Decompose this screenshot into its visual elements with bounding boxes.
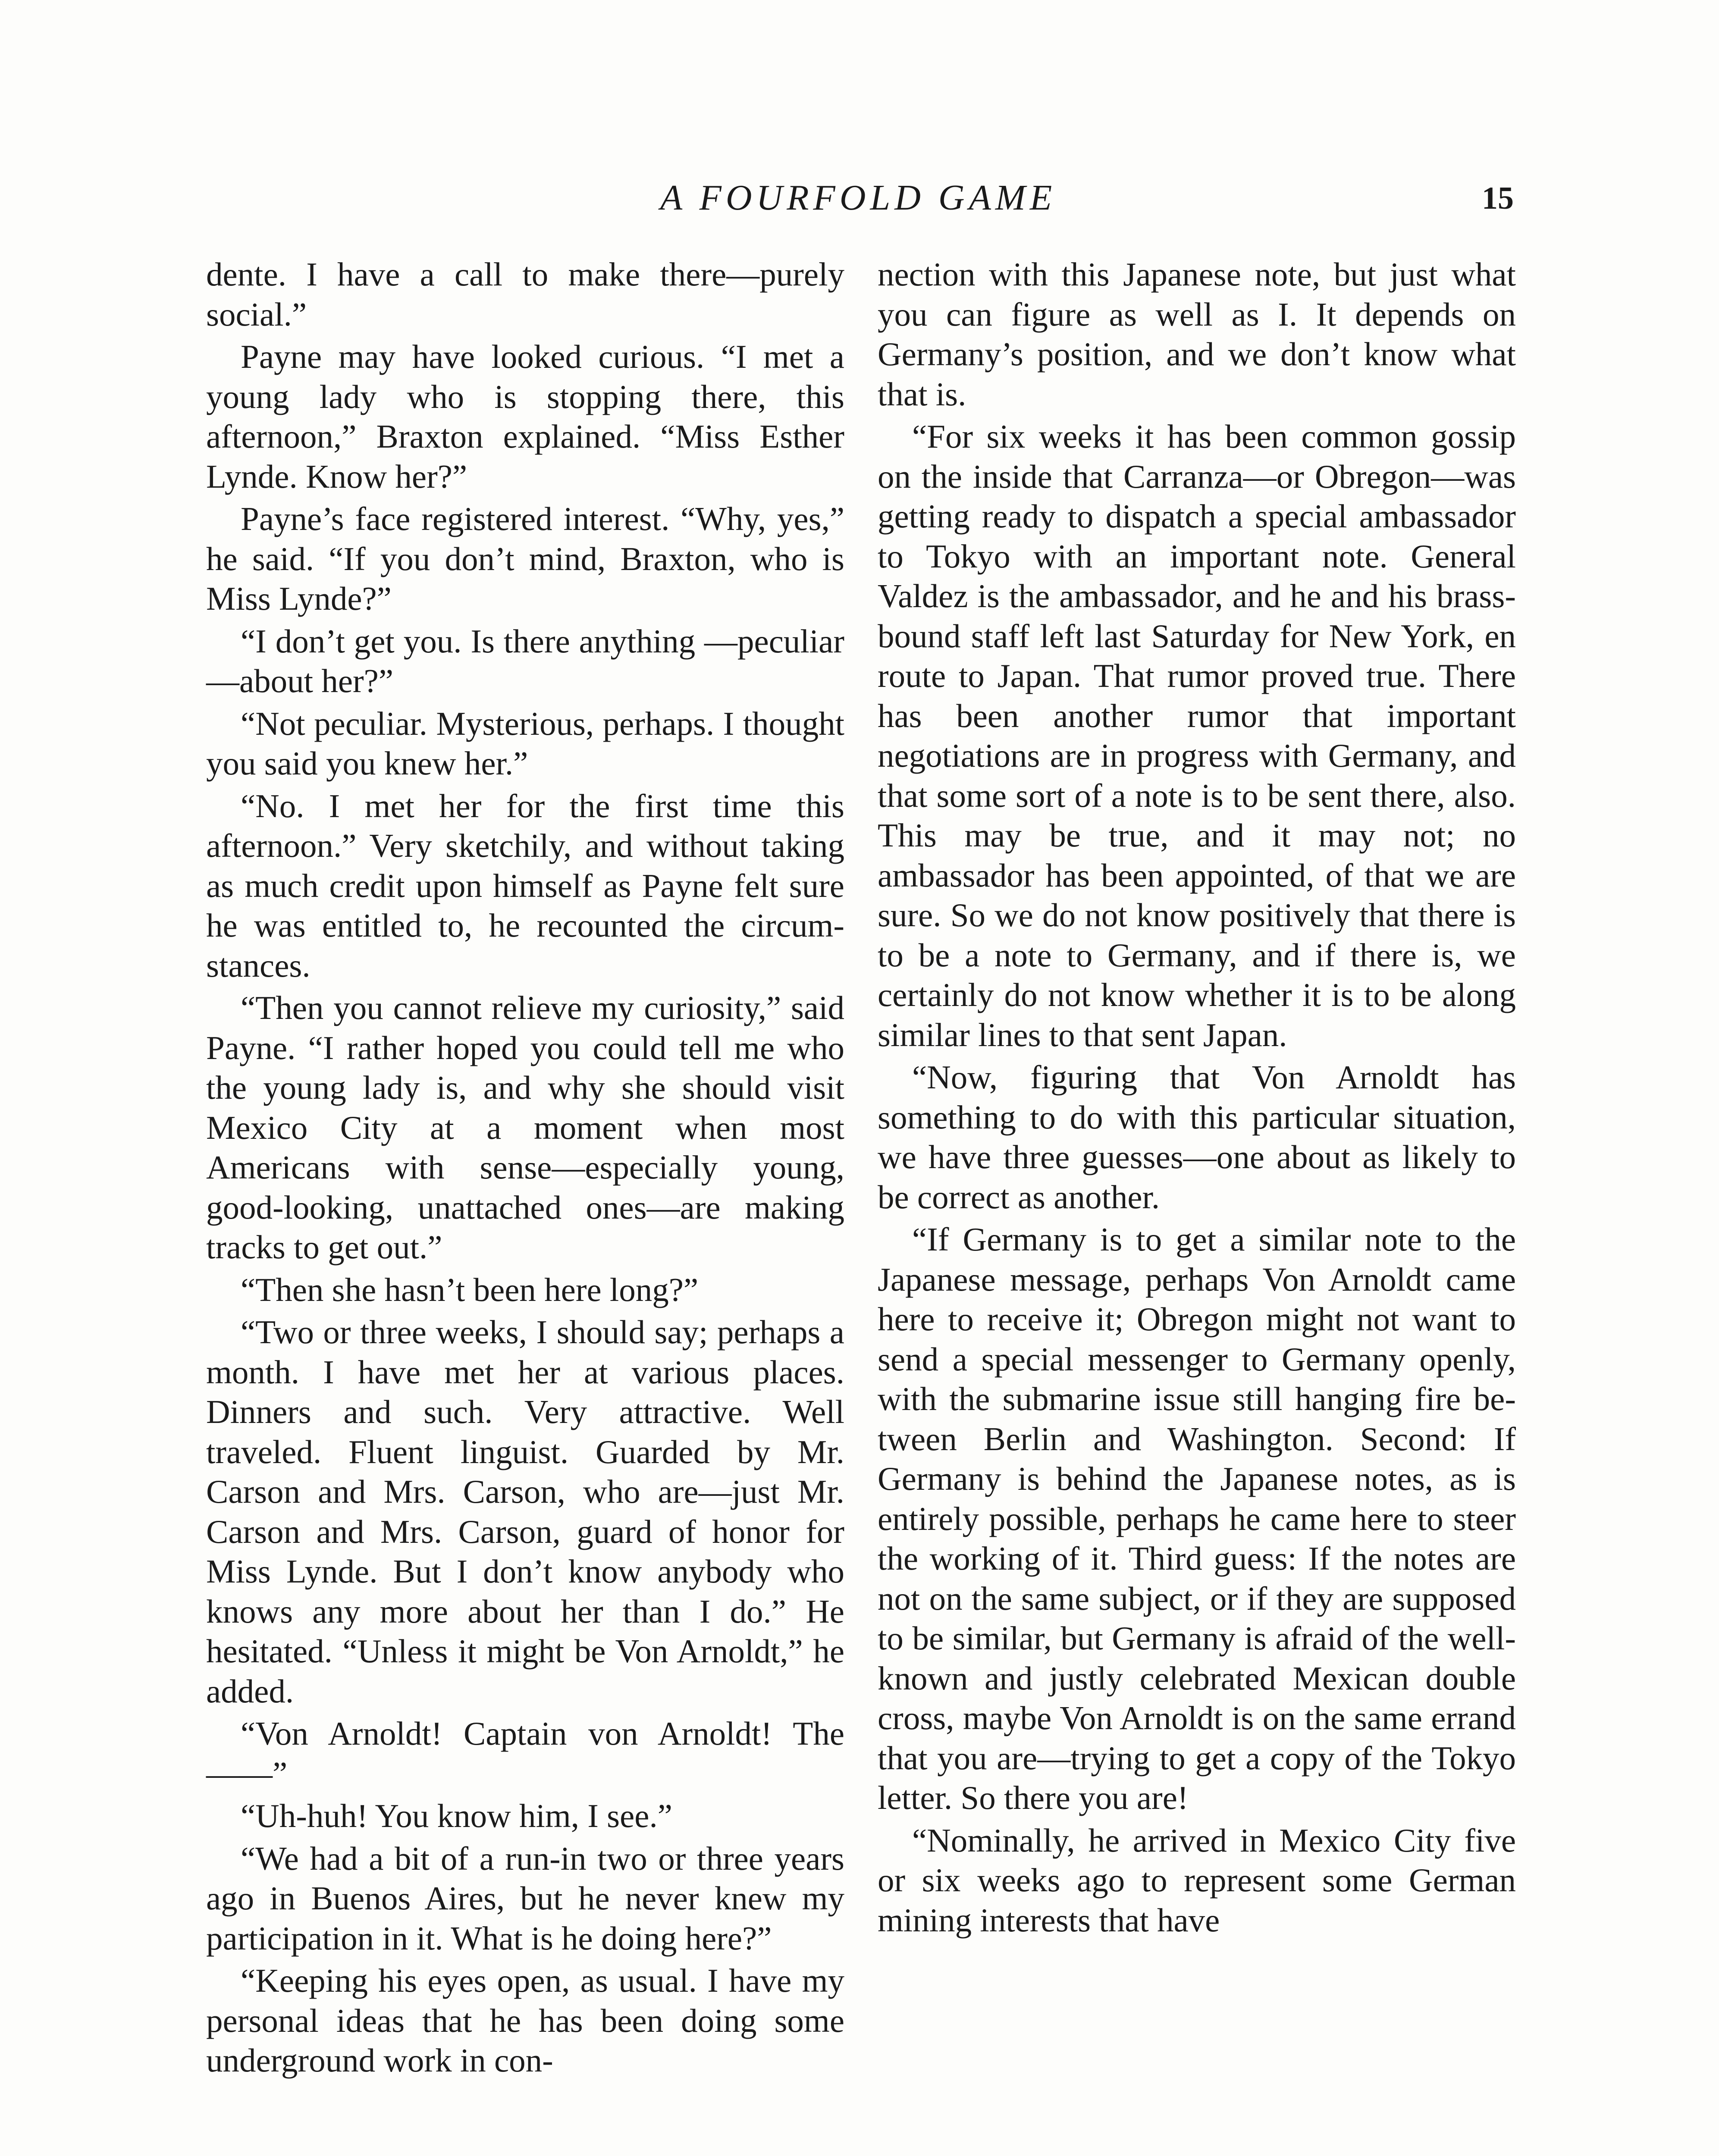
running-title: A FOURFOLD GAME <box>660 178 1057 218</box>
paragraph: nection with this Japanese note, but just what you can figure as well as I. It depends on Germany’s position, and we don’t know what that is. <box>878 256 1516 413</box>
paragraph: “If Germany is to get a similar note to the Japanese message, perhaps Von Arnoldt came here to receive it; Obregon might not want to send a special messenger to Germany openly, with the submarine issue still hanging fire between Berlin and Washington. Second: If Germany is behind the Japanese notes, as is entirely possible, perhaps he came here to steer the working of it. Third guess: If the notes are not on the same subject, or if they are supposed to be similar, but Germany is afraid of the well-known and justly celebrated Mexican double cross, maybe Von Arnoldt is on the same errand that you are—trying to get a copy of the Tokyo letter. So there you are! <box>878 1221 1516 1816</box>
paragraph: Payne’s face registered interest. “Why, yes,” he said. “If you don’t mind, Braxton, who is Miss Lynde?” <box>206 500 844 617</box>
left-column <box>206 254 844 2081</box>
paragraph: “No. I met her for the first time this afternoon.” Very sketchily, and without taking as much credit upon himself as Payne felt sure he was entitled to, he recounted the circumstances. <box>206 787 844 984</box>
paragraph: “Nominally, he arrived in Mexico City five or six weeks ago to represent some German mining interests that have <box>878 1821 1516 1939</box>
paragraph: Payne may have looked curious. “I met a young lady who is stopping there, this afternoon,” Braxton explained. “Miss Esther Lynde. Know her?” <box>206 338 844 495</box>
paragraph: “Then she hasn’t been here long?” <box>241 1271 699 1308</box>
paragraph: “Von Arnoldt! Captain von Arnoldt! The——” <box>206 1715 844 1792</box>
paragraph: “Then you cannot relieve my curiosity,” said Payne. “I rather hoped you could tell me who the young lady is, and why she should visit Mexico City at a moment when most Americans with sense—especially young, good-looking, unattached ones—are making tracks to get out.” <box>206 989 844 1266</box>
paragraph: dente. I have a call to make there—purely social.” <box>206 256 844 333</box>
paragraph: “Two or three weeks, I should say; perhaps a month. I have met her at various places. Dinners and such. Very attractive. Well traveled. Fluent linguist. Guarded by Mr. Carson and Mrs. Carson, who are—just Mr. Carson and Mrs. Carson, guard of honor for Miss Lynde. But I don’t know anybody who knows any more about her than I do.” He hesitated. “Unless it might be Von Arnoldt,” he added. <box>206 1313 844 1710</box>
right-column <box>878 254 1516 1940</box>
running-head <box>203 177 1514 233</box>
paragraph: “We had a bit of a run-in two or three years ago in Buenos Aires, but he never knew my participation in it. What is he doing here?” <box>206 1839 844 1957</box>
paragraph: “Uh-huh! You know him, I see.” <box>241 1797 672 1834</box>
paragraph: “I don’t get you. Is there anything —peculiar—about her?” <box>206 622 844 699</box>
paragraph: “Keeping his eyes open, as usual. I have my personal ideas that he has been doing some underground work in con- <box>206 1962 844 2079</box>
paragraph: “For six weeks it has been common gossip on the inside that Carranza—or Obregon—was getting ready to dispatch a special ambassador to Tokyo with an important note. General Valdez is the ambassador, and he and his brass-bound staff left last Saturday for New York, en route to Japan. That rumor proved true. There has been another rumor that important negotiations are in progress with Germany, and that some sort of a note is to be sent there, also. This may be true, and it may not; no ambassador has been appointed, of that we are sure. So we do not know positively that there is to be a note to Germany, and if there is, we certainly do not know whether it is to be along similar lines to that sent Japan. <box>878 418 1516 1053</box>
paragraph: “Now, figuring that Von Arnoldt has something to do with this particular situation, we have three guesses—one about as likely to be correct as another. <box>878 1059 1516 1216</box>
page-number: 15 <box>1482 181 1514 216</box>
paragraph: “Not peculiar. Mysterious, perhaps. I thought you said you knew her.” <box>206 705 844 782</box>
